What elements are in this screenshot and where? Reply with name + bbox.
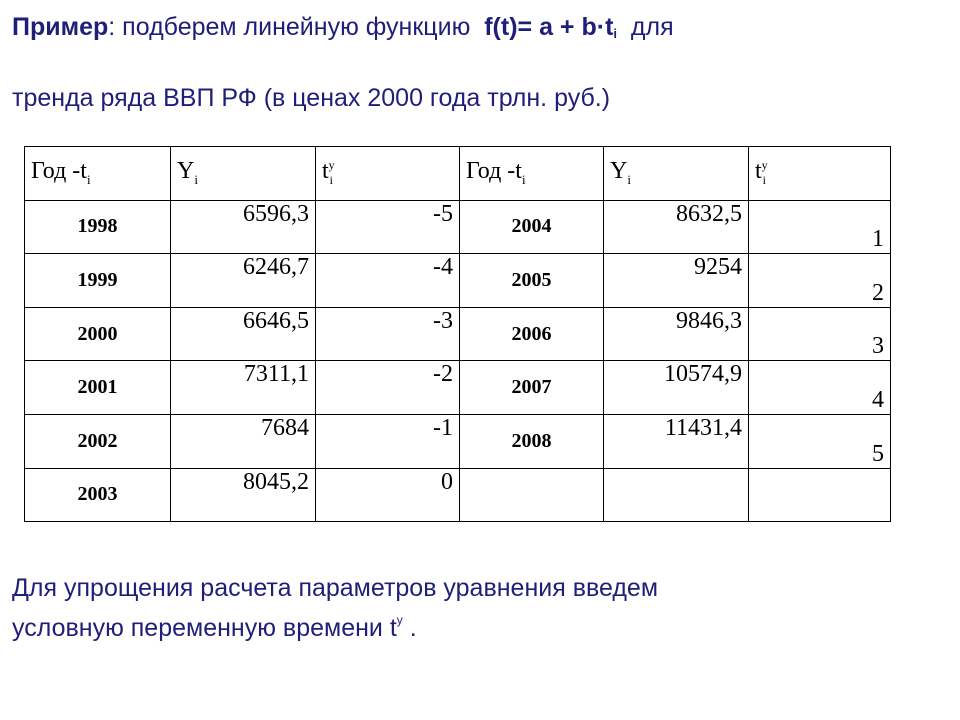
table-cell: -5 <box>316 200 460 254</box>
column-header <box>749 147 891 201</box>
column-header <box>460 147 604 201</box>
table-cell: 2002 <box>25 414 171 468</box>
table-cell: -3 <box>316 307 460 361</box>
intro-line-2: тренда ряда ВВП РФ (в ценах 2000 года трлн. руб.) <box>12 84 611 112</box>
column-header-sup: у <box>328 158 335 173</box>
note-line-1: Для упрощения расчета параметров уравнения введем <box>12 574 659 602</box>
table-row <box>25 200 891 254</box>
intro-text-b: для <box>617 13 674 41</box>
table-cell: 1999 <box>25 254 171 308</box>
table-cell: 7684 <box>171 414 316 468</box>
table-header-row <box>25 147 891 201</box>
table-cell: 2001 <box>25 361 171 415</box>
column-header-sub: i <box>521 172 526 188</box>
table-cell: -1 <box>316 414 460 468</box>
table-cell: 1998 <box>25 200 171 254</box>
column-header-sub: i <box>627 172 631 188</box>
table-cell: 2003 <box>25 468 171 522</box>
column-header-sub: i <box>762 173 767 188</box>
column-header-label: Y <box>610 158 628 185</box>
column-header <box>604 147 749 201</box>
formula-text: f(t)= a + b·t <box>484 13 614 41</box>
intro-lead: Пример <box>12 13 109 41</box>
note-superscript: у <box>396 613 403 627</box>
table-cell <box>749 468 891 522</box>
table-row <box>25 361 891 415</box>
table-row <box>25 254 891 308</box>
table-cell: 0 <box>316 468 460 522</box>
table-cell: 10574,9 <box>604 361 749 415</box>
note-line-2-text: условную переменную времени t <box>12 614 397 642</box>
intro-text-a: : подберем линейную функцию <box>108 13 485 41</box>
table-cell: 11431,4 <box>604 414 749 468</box>
table-cell: 4 <box>749 361 891 415</box>
table-cell: 2005 <box>460 254 604 308</box>
column-header-label: Год -t <box>466 158 522 185</box>
table-body <box>25 200 891 522</box>
table-cell: 3 <box>749 307 891 361</box>
column-header-label: Y <box>177 158 195 185</box>
note-line-2 <box>12 613 417 643</box>
table-row <box>25 307 891 361</box>
column-header-sub: i <box>329 173 334 188</box>
table-cell: 1 <box>749 200 891 254</box>
note-line-2-end: . <box>402 614 417 642</box>
column-header-sup: у <box>761 158 768 173</box>
table-cell: 7311,1 <box>171 361 316 415</box>
table-cell: -2 <box>316 361 460 415</box>
table-cell: 2 <box>749 254 891 308</box>
table-cell: 2000 <box>25 307 171 361</box>
table-row <box>25 468 891 522</box>
column-header-sub: i <box>86 172 91 188</box>
table-cell: 8632,5 <box>604 200 749 254</box>
table-cell <box>460 468 604 522</box>
table-cell: 9254 <box>604 254 749 308</box>
column-header-label: t <box>755 158 762 185</box>
formula-subscript: i <box>613 26 618 41</box>
column-header <box>25 147 171 201</box>
column-header-sub: i <box>194 172 198 188</box>
table-cell: 2007 <box>460 361 604 415</box>
table-row <box>25 414 891 468</box>
intro-formula <box>484 13 617 41</box>
table-cell: 2004 <box>460 200 604 254</box>
table-cell: 9846,3 <box>604 307 749 361</box>
table-cell <box>604 468 749 522</box>
column-header-label: Год -t <box>31 158 87 185</box>
table-cell: -4 <box>316 254 460 308</box>
column-header-label: t <box>322 158 329 185</box>
intro-line-1 <box>12 13 674 42</box>
table-cell: 6646,5 <box>171 307 316 361</box>
column-header <box>171 147 316 201</box>
column-header <box>316 147 460 201</box>
table-cell: 2006 <box>460 307 604 361</box>
table-cell: 6596,3 <box>171 200 316 254</box>
gdp-table <box>24 146 891 522</box>
table-cell: 8045,2 <box>171 468 316 522</box>
table-cell: 2008 <box>460 414 604 468</box>
table-cell: 5 <box>749 414 891 468</box>
table-cell: 6246,7 <box>171 254 316 308</box>
